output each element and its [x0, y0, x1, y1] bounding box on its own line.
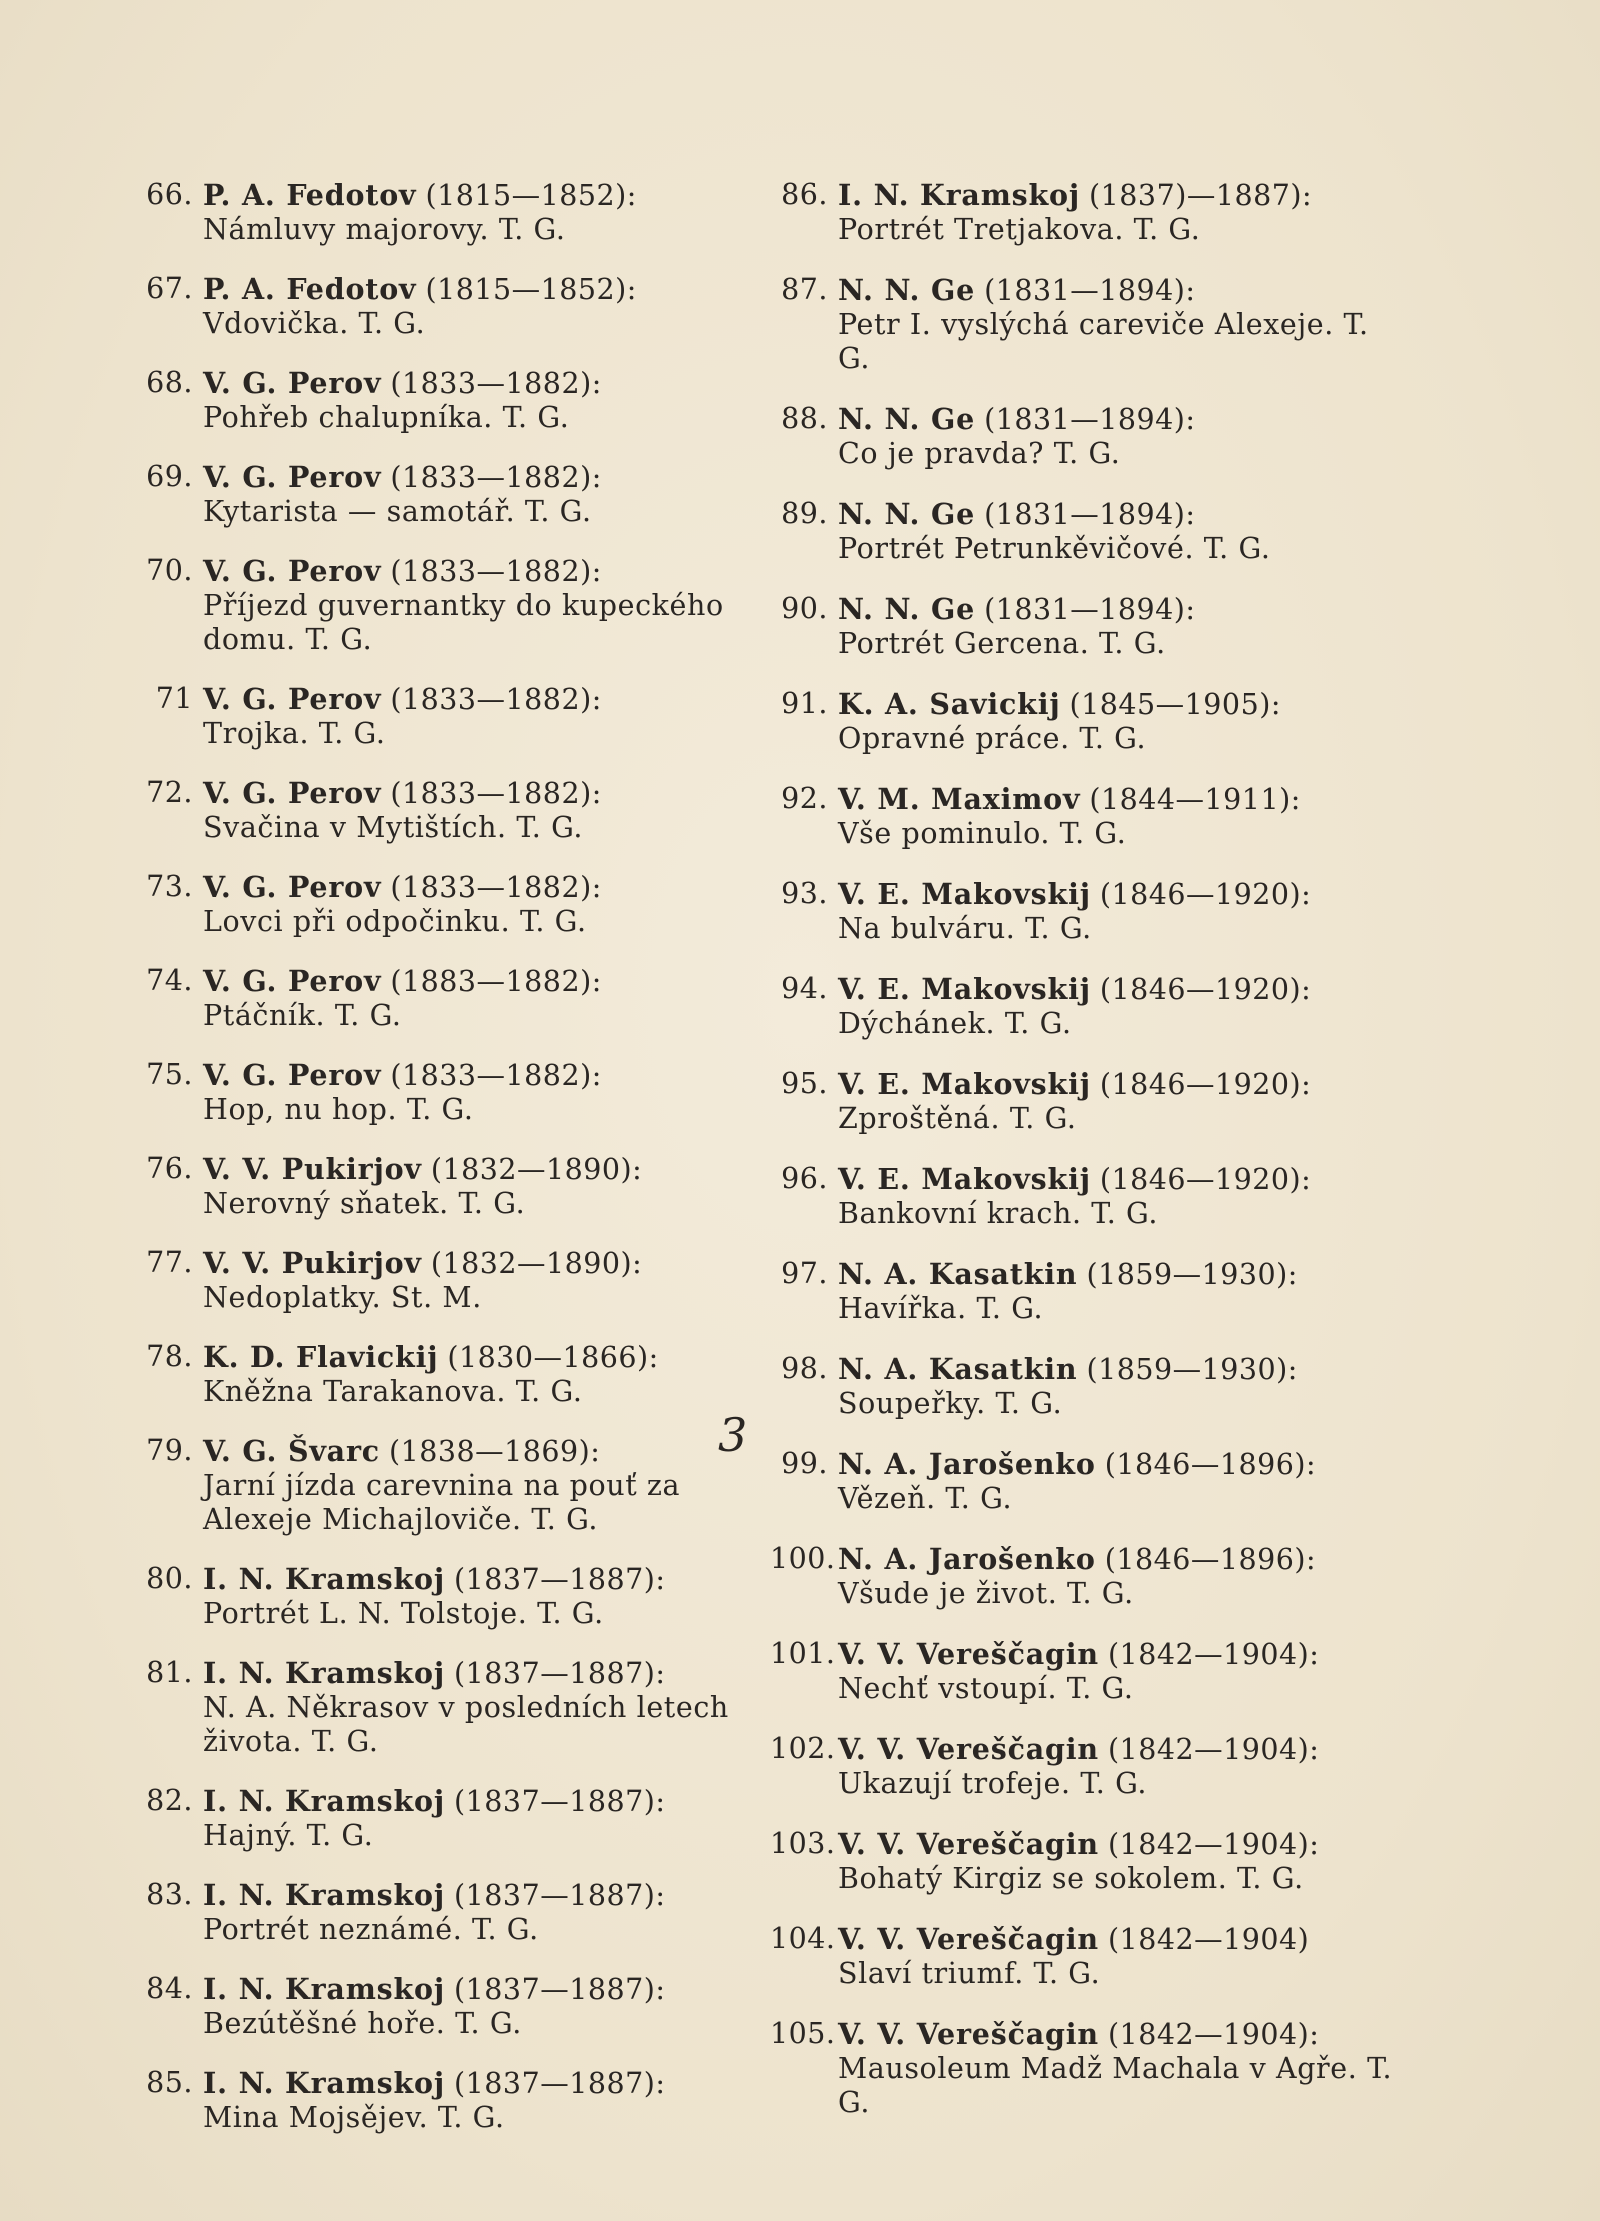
artist-name: P. A. Fedotov [203, 178, 417, 212]
entry-number: 74. [146, 964, 193, 997]
artist-years: (1837—1887): [454, 1657, 666, 1690]
painting-title: Hajný. T. G. [203, 1819, 374, 1852]
right-column [770, 178, 1410, 2146]
artist-years: (1831—1894): [984, 498, 1196, 531]
catalog-entry [770, 782, 1410, 851]
entry-number: 87. [781, 273, 828, 306]
artist-name: I. N. Kramskoj [203, 1878, 445, 1912]
catalog-entry [135, 272, 755, 341]
catalog-entry [770, 1637, 1410, 1706]
painting-title: Námluvy majorovy. T. G. [203, 213, 566, 246]
artist-name: N. A. Jarošenko [838, 1447, 1096, 1481]
catalog-entry [770, 273, 1410, 376]
catalog-entry [135, 682, 755, 751]
painting-title: Slaví triumf. T. G. [838, 1957, 1101, 1990]
entry-number: 103. [770, 1827, 836, 1860]
artist-years: (1846—1920): [1099, 973, 1312, 1006]
entry-number: 86. [781, 178, 828, 211]
artist-name: P. A. Fedotov [203, 272, 417, 306]
artist-years: (1842—1904): [1107, 2018, 1320, 2051]
catalog-entry [770, 497, 1410, 566]
entry-number: 80. [146, 1562, 193, 1595]
painting-title: Nerovný sňatek. T. G. [203, 1187, 526, 1220]
catalog-entry [135, 870, 755, 939]
catalog-entry [770, 1732, 1410, 1801]
artist-years: (1837—1887): [454, 2067, 666, 2100]
artist-name: V. G. Perov [203, 366, 382, 400]
artist-years: (1842—1904): [1107, 1638, 1320, 1671]
painting-title: Zproštěná. T. G. [838, 1102, 1077, 1135]
entry-number: 81. [146, 1656, 193, 1689]
artist-name: V. G. Perov [203, 964, 382, 998]
artist-years: (1837—1887): [454, 1563, 666, 1596]
painting-title: Všude je život. T. G. [838, 1577, 1134, 1610]
entry-number: 105. [770, 2017, 836, 2050]
entry-number: 102. [770, 1732, 836, 1765]
entry-number: 76. [146, 1152, 193, 1185]
artist-years: (1846—1920): [1099, 878, 1312, 911]
entry-number: 101. [770, 1637, 836, 1670]
artist-years: (1831—1894): [984, 274, 1196, 307]
artist-name: K. A. Savickij [838, 687, 1061, 721]
catalog-entry [135, 1152, 755, 1221]
painting-title: Vdovička. T. G. [203, 307, 426, 340]
painting-title: Příjezd guvernantky do kupeckého domu. T. G. [203, 589, 724, 656]
artist-years: (1837)—1887): [1089, 179, 1313, 212]
painting-title: Havířka. T. G. [838, 1292, 1044, 1325]
artist-name: N. N. Ge [838, 402, 976, 436]
catalog-entry [135, 1562, 755, 1631]
artist-name: I. N. Kramskoj [203, 1972, 445, 2006]
painting-title: Petr I. vyslýchá careviče Alexeje. T. G. [838, 308, 1369, 375]
catalog-entry [135, 1972, 755, 2041]
artist-years: (1883—1882): [390, 965, 602, 998]
artist-name: V. G. Perov [203, 776, 382, 810]
artist-name: V. G. Perov [203, 682, 382, 716]
artist-years: (1833—1882): [390, 777, 602, 810]
catalog-entry [770, 1542, 1410, 1611]
entry-number: 99. [781, 1447, 828, 1480]
painting-title: Nechť vstoupí. T. G. [838, 1672, 1134, 1705]
painting-title: Bohatý Kirgiz se sokolem. T. G. [838, 1862, 1304, 1895]
entry-number: 96. [781, 1162, 828, 1195]
entry-number: 90. [781, 592, 828, 625]
artist-years: (1815—1852): [425, 179, 637, 212]
artist-name: V. E. Makovskij [838, 1162, 1091, 1196]
catalog-entry [770, 1447, 1410, 1516]
artist-years: (1832—1890): [430, 1247, 643, 1280]
artist-name: K. D. Flavickij [203, 1340, 439, 1374]
painting-title: N. A. Někrasov v posledních letech života. T. G. [203, 1691, 729, 1758]
painting-title: Na bulváru. T. G. [838, 912, 1092, 945]
entry-number: 67. [146, 272, 193, 305]
artist-name: I. N. Kramskoj [203, 1784, 445, 1818]
painting-title: Trojka. T. G. [203, 717, 386, 750]
entry-number: 70. [146, 554, 193, 587]
entry-number: 83. [146, 1878, 193, 1911]
catalog-entry [770, 877, 1410, 946]
catalog-entry [135, 776, 755, 845]
artist-years: (1859—1930): [1086, 1258, 1298, 1291]
artist-years: (1833—1882): [390, 367, 602, 400]
entry-number: 77. [146, 1246, 193, 1279]
catalog-entry [770, 1067, 1410, 1136]
painting-title: Nedoplatky. St. M. [203, 1281, 482, 1314]
artist-name: V. V. Vereščagin [838, 1732, 1099, 1766]
catalog-entry [770, 972, 1410, 1041]
catalog-entry [770, 1352, 1410, 1421]
catalog-entry [770, 402, 1410, 471]
artist-years: (1815—1852): [425, 273, 637, 306]
painting-title: Pohřeb chalupníka. T. G. [203, 401, 570, 434]
catalog-entry [135, 1656, 755, 1759]
artist-name: N. N. Ge [838, 273, 976, 307]
painting-title: Kněžna Tarakanova. T. G. [203, 1375, 583, 1408]
artist-years: (1837—1887): [454, 1785, 666, 1818]
artist-years: (1833—1882): [390, 555, 602, 588]
painting-title: Dýchánek. T. G. [838, 1007, 1072, 1040]
entry-number: 92. [781, 782, 828, 815]
painting-title: Bezútěšné hoře. T. G. [203, 2007, 522, 2040]
artist-name: V. M. Maximov [838, 782, 1081, 816]
artist-name: N. A. Jarošenko [838, 1542, 1096, 1576]
artist-years: (1846—1920): [1099, 1068, 1312, 1101]
artist-name: I. N. Kramskoj [203, 1562, 445, 1596]
artist-name: V. V. Pukirjov [203, 1246, 422, 1280]
entry-number: 88. [781, 402, 828, 435]
painting-title: Portrét neznámé. T. G. [203, 1913, 539, 1946]
catalog-entry [135, 1784, 755, 1853]
painting-title: Vše pominulo. T. G. [838, 817, 1127, 850]
artist-years: (1831—1894): [984, 593, 1196, 626]
artist-years: (1859—1930): [1086, 1353, 1298, 1386]
artist-years: (1842—1904): [1107, 1828, 1320, 1861]
catalog-entry [770, 1257, 1410, 1326]
artist-years: (1845—1905): [1069, 688, 1281, 721]
painting-title: Portrét Tretjakova. T. G. [838, 213, 1201, 246]
entry-number: 93. [781, 877, 828, 910]
artist-years: (1831—1894): [984, 403, 1196, 436]
catalog-entry [135, 964, 755, 1033]
entry-number: 79. [146, 1434, 193, 1467]
catalog-entry [770, 1922, 1410, 1991]
entry-number: 71 [155, 682, 193, 715]
catalog-entry [135, 178, 755, 247]
entry-number: 69. [146, 460, 193, 493]
artist-name: N. A. Kasatkin [838, 1257, 1078, 1291]
artist-name: V. G. Perov [203, 460, 382, 494]
artist-years: (1846—1896): [1104, 1543, 1317, 1576]
artist-name: N. N. Ge [838, 592, 976, 626]
painting-title: Vězeň. T. G. [838, 1482, 1013, 1515]
catalog-entry [770, 178, 1410, 247]
entry-number: 72. [146, 776, 193, 809]
entry-number: 66. [146, 178, 193, 211]
catalog-entry [135, 1340, 755, 1409]
entry-number: 85. [146, 2066, 193, 2099]
artist-name: N. A. Kasatkin [838, 1352, 1078, 1386]
artist-years: (1833—1882): [390, 683, 602, 716]
artist-years: (1837—1887): [454, 1879, 666, 1912]
painting-title: Opravné práce. T. G. [838, 722, 1147, 755]
artist-name: I. N. Kramskoj [203, 2066, 445, 2100]
artist-years: (1837—1887): [454, 1973, 666, 2006]
entry-number: 94. [781, 972, 828, 1005]
catalog-entry [770, 1162, 1410, 1231]
artist-name: N. N. Ge [838, 497, 976, 531]
artist-name: V. G. Perov [203, 1058, 382, 1092]
artist-years: (1842—1904): [1107, 1733, 1320, 1766]
artist-name: V. V. Pukirjov [203, 1152, 422, 1186]
painting-title: Hop, nu hop. T. G. [203, 1093, 474, 1126]
catalog-entry [135, 1058, 755, 1127]
artist-name: V. E. Makovskij [838, 1067, 1091, 1101]
painting-title: Portrét L. N. Tolstoje. T. G. [203, 1597, 604, 1630]
catalog-entry [135, 1434, 755, 1537]
painting-title: Portrét Gercena. T. G. [838, 627, 1166, 660]
painting-title: Mausoleum Madž Machala v Agře. T. G. [838, 2052, 1393, 2119]
painting-title: Ptáčník. T. G. [203, 999, 402, 1032]
painting-title: Bankovní krach. T. G. [838, 1197, 1159, 1230]
artist-name: V. G. Perov [203, 870, 382, 904]
catalog-entry [770, 2017, 1410, 2120]
entry-number: 104. [770, 1922, 836, 1955]
catalog-entry [770, 592, 1410, 661]
artist-name: V. E. Makovskij [838, 972, 1091, 1006]
catalog-entry [135, 1878, 755, 1947]
artist-name: I. N. Kramskoj [838, 178, 1080, 212]
artist-years: (1833—1882): [390, 871, 602, 904]
artist-name: V. G. Švarc [203, 1434, 380, 1468]
artist-name: V. V. Vereščagin [838, 2017, 1099, 2051]
entry-number: 68. [146, 366, 193, 399]
painting-title: Ukazují trofeje. T. G. [838, 1767, 1148, 1800]
entry-number: 82. [146, 1784, 193, 1817]
artist-years: (1838—1869): [388, 1435, 601, 1468]
catalog-entry [135, 366, 755, 435]
artist-name: V. V. Vereščagin [838, 1922, 1099, 1956]
artist-years: (1844—1911): [1089, 783, 1301, 816]
entry-number: 91. [781, 687, 828, 720]
painting-title: Portrét Petrunkěvičové. T. G. [838, 532, 1271, 565]
entry-number: 100. [770, 1542, 836, 1575]
artist-name: V. E. Makovskij [838, 877, 1091, 911]
entry-number: 89. [781, 497, 828, 530]
entry-number: 84. [146, 1972, 193, 2005]
catalog-entry [135, 554, 755, 657]
left-column [135, 178, 755, 2160]
entry-number: 75. [146, 1058, 193, 1091]
entry-number: 78. [146, 1340, 193, 1373]
artist-years: (1830—1866): [447, 1341, 659, 1374]
artist-years: (1832—1890): [430, 1153, 643, 1186]
artist-name: I. N. Kramskoj [203, 1656, 445, 1690]
artist-name: V. G. Perov [203, 554, 382, 588]
artist-name: V. V. Vereščagin [838, 1827, 1099, 1861]
painting-title: Jarní jízda carevnina na pouť za Alexeje Michajloviče. T. G. [203, 1469, 681, 1536]
entry-number: 73. [146, 870, 193, 903]
artist-years: (1833—1882): [390, 461, 602, 494]
entry-number: 97. [781, 1257, 828, 1290]
entry-number: 95. [781, 1067, 828, 1100]
artist-years: (1833—1882): [390, 1059, 602, 1092]
painting-title: Mina Mojsějev. T. G. [203, 2101, 505, 2134]
painting-title: Kytarista — samotář. T. G. [203, 495, 592, 528]
painting-title: Svačina v Mytištích. T. G. [203, 811, 584, 844]
catalog-entry [770, 687, 1410, 756]
painting-title: Soupeřky. T. G. [838, 1387, 1063, 1420]
painting-title: Co je pravda? T. G. [838, 437, 1121, 470]
artist-years: (1846—1896): [1104, 1448, 1317, 1481]
catalog-entry [770, 1827, 1410, 1896]
page-number: 3 [718, 1408, 748, 1462]
artist-name: V. V. Vereščagin [838, 1637, 1099, 1671]
catalog-entry [135, 2066, 755, 2135]
entry-number: 98. [781, 1352, 828, 1385]
painting-title: Lovci při odpočinku. T. G. [203, 905, 587, 938]
catalog-entry [135, 1246, 755, 1315]
artist-years: (1842—1904) [1107, 1923, 1310, 1956]
catalog-entry [135, 460, 755, 529]
artist-years: (1846—1920): [1099, 1163, 1312, 1196]
